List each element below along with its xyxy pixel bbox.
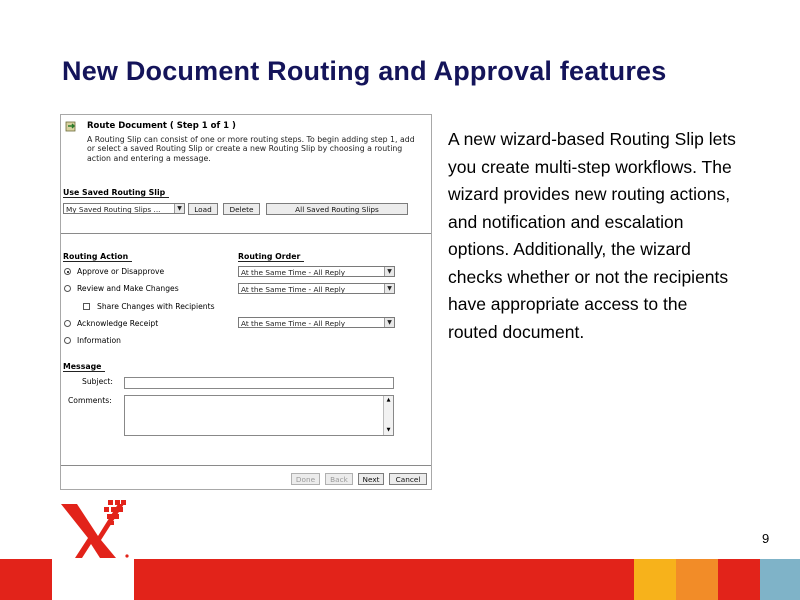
done-button[interactable]: Done [291, 473, 320, 485]
dialog-heading: Route Document ( Step 1 of 1 ) [87, 121, 236, 131]
cancel-button[interactable]: Cancel [389, 473, 427, 485]
divider [61, 465, 431, 466]
footer-stripe [0, 559, 800, 600]
route-document-icon [65, 120, 77, 132]
routing-order-select-review[interactable]: At the Same Time - All Reply ▼ [238, 283, 395, 294]
action-approve-radio[interactable]: Approve or Disapprove [64, 267, 164, 276]
saved-slip-label: Use Saved Routing Slip [63, 188, 166, 197]
all-saved-slips-button[interactable]: All Saved Routing Slips [266, 203, 408, 215]
message-label: Message [63, 362, 102, 371]
footer-segment [52, 559, 134, 600]
chevron-down-icon: ▼ [384, 284, 394, 293]
subject-label: Subject: [82, 377, 113, 386]
scroll-down-icon[interactable]: ▼ [386, 427, 391, 433]
slide-title: New Document Routing and Approval features [62, 56, 667, 86]
radio-icon [64, 320, 71, 327]
action-review-radio[interactable]: Review and Make Changes [64, 284, 179, 293]
load-button[interactable]: Load [188, 203, 218, 215]
action-information-radio[interactable]: Information [64, 336, 121, 345]
dialog-description: A Routing Slip can consist of one or more routing steps. To begin adding step 1, add or select a saved Routing Slip or create a new Routing Slip by choosing a routing action and entering a message. [87, 135, 415, 163]
footer-segment [134, 559, 634, 600]
comments-scrollbar[interactable] [383, 396, 393, 435]
subject-input[interactable] [124, 377, 394, 389]
route-document-dialog [60, 114, 432, 490]
delete-button[interactable]: Delete [223, 203, 260, 215]
routing-action-label: Routing Action [63, 252, 129, 261]
scroll-up-icon[interactable]: ▲ [386, 397, 391, 403]
chevron-down-icon: ▼ [174, 204, 184, 213]
comments-label: Comments: [68, 396, 112, 405]
radio-icon [64, 285, 71, 292]
footer-segment [760, 559, 800, 600]
checkbox-icon [83, 303, 90, 310]
footer-segment [0, 559, 52, 600]
footer-segment [718, 559, 760, 600]
footer-segment [634, 559, 676, 600]
next-button[interactable]: Next [358, 473, 384, 485]
share-changes-checkbox[interactable]: Share Changes with Recipients [83, 302, 215, 311]
slide-body-text: A new wizard-based Routing Slip lets you create multi-step workflows. The wizard provides new routing actions, and notification and escalation options. Additionally, the wizard checks whether or not the recipients have appropriate access to the routed document. [448, 129, 736, 342]
chevron-down-icon: ▼ [384, 267, 394, 276]
radio-icon [64, 337, 71, 344]
chevron-down-icon: ▼ [384, 318, 394, 327]
back-button[interactable]: Back [325, 473, 353, 485]
footer-segment [676, 559, 718, 600]
saved-slip-select[interactable]: My Saved Routing Slips ... ▼ [63, 203, 185, 214]
divider [61, 233, 431, 234]
comments-textarea[interactable] [124, 395, 394, 436]
action-acknowledge-radio[interactable]: Acknowledge Receipt [64, 319, 158, 328]
routing-order-label: Routing Order [238, 252, 301, 261]
routing-order-select-approve[interactable]: At the Same Time - All Reply ▼ [238, 266, 395, 277]
radio-selected-icon [64, 268, 71, 275]
xerox-logo [58, 498, 136, 560]
page-number: 9 [762, 531, 770, 546]
routing-order-select-acknowledge[interactable]: At the Same Time - All Reply ▼ [238, 317, 395, 328]
